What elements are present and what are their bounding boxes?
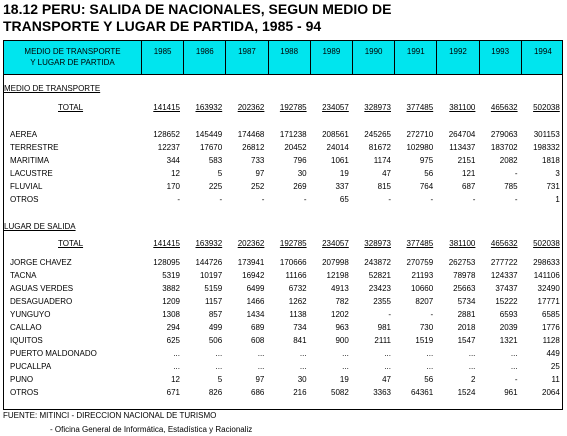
cell-value: 23423 bbox=[368, 284, 391, 293]
cell-value: - bbox=[430, 310, 434, 319]
row-label: MEDIO DE TRANSPORTE bbox=[4, 84, 101, 93]
cell-value: 145449 bbox=[195, 130, 223, 139]
header-year-label: 1993 bbox=[491, 47, 510, 56]
header-year-label: 1994 bbox=[533, 47, 552, 56]
cell-value: 121 bbox=[462, 169, 476, 178]
cell-value: - bbox=[430, 195, 434, 204]
cell-value: 730 bbox=[419, 323, 434, 332]
source-line-2: - Oficina General de Informática, Estadística y Racionaliz bbox=[50, 425, 253, 434]
cell-value: 25663 bbox=[453, 284, 476, 293]
cell-value: 252 bbox=[251, 182, 265, 191]
row-label: LACUSTRE bbox=[10, 169, 53, 178]
cell-value: - bbox=[388, 195, 391, 204]
cell-value: 207998 bbox=[322, 258, 349, 267]
cell-value: 15222 bbox=[495, 297, 518, 306]
cell-value: 2082 bbox=[499, 156, 518, 165]
cell-value: 2355 bbox=[373, 297, 391, 306]
cell-value: 141415 bbox=[153, 239, 180, 248]
cell-value: 279063 bbox=[490, 130, 518, 139]
cell-value: 24014 bbox=[326, 143, 349, 152]
cell-value: ... bbox=[257, 349, 265, 358]
cell-value: 1466 bbox=[246, 297, 265, 306]
row-label: AGUAS VERDES bbox=[10, 284, 74, 293]
header-label-line-1: MEDIO DE TRANSPORTE bbox=[24, 47, 121, 56]
cell-value: 81672 bbox=[368, 143, 391, 152]
cell-value: 225 bbox=[208, 182, 223, 191]
cell-value: ... bbox=[173, 349, 180, 358]
cell-value: 11166 bbox=[285, 271, 307, 280]
header-year-1989 bbox=[311, 41, 353, 74]
table-row bbox=[4, 309, 562, 321]
cell-value: 56 bbox=[424, 375, 434, 384]
cell-value: 1519 bbox=[415, 336, 434, 345]
table-row bbox=[4, 257, 562, 269]
cell-value: ... bbox=[384, 349, 391, 358]
cell-value: 56 bbox=[424, 169, 434, 178]
data-table bbox=[3, 40, 563, 410]
table-row bbox=[4, 361, 562, 373]
table-row bbox=[4, 387, 562, 399]
cell-value: ... bbox=[257, 362, 265, 371]
cell-value: 1202 bbox=[331, 310, 349, 319]
cell-value: 782 bbox=[335, 297, 349, 306]
cell-value: 502038 bbox=[533, 239, 560, 248]
source-line-1: FUENTE: MITINCI - DIRECCION NACIONAL DE TURISMO bbox=[3, 411, 217, 420]
header-year-1992 bbox=[437, 41, 479, 74]
cell-value: ... bbox=[173, 362, 180, 371]
header-label-cell bbox=[4, 41, 142, 74]
cell-value: 298633 bbox=[533, 258, 560, 267]
cell-value: 2151 bbox=[457, 156, 476, 165]
cell-value: 1547 bbox=[457, 336, 476, 345]
cell-value: ... bbox=[510, 362, 518, 371]
row-label: PUCALLPA bbox=[10, 362, 52, 371]
section-header-row bbox=[4, 83, 562, 95]
cell-value: 272710 bbox=[406, 130, 434, 139]
cell-value: 1128 bbox=[542, 336, 560, 345]
cell-value: 499 bbox=[208, 323, 223, 332]
cell-value: 1209 bbox=[162, 297, 180, 306]
cell-value: - bbox=[514, 375, 518, 384]
cell-value: 11 bbox=[551, 375, 560, 384]
row-label: DESAGUADERO bbox=[10, 297, 73, 306]
cell-value: 12 bbox=[171, 375, 180, 384]
cell-value: 506 bbox=[208, 336, 223, 345]
header-label-line-2: Y LUGAR DE PARTIDA bbox=[30, 58, 115, 67]
cell-value: 163932 bbox=[195, 103, 223, 112]
cell-value: 796 bbox=[293, 156, 307, 165]
cell-value: 1262 bbox=[288, 297, 307, 306]
table-row bbox=[4, 322, 562, 334]
cell-value: 216 bbox=[293, 388, 307, 397]
cell-value: 1524 bbox=[457, 388, 476, 397]
cell-value: 381100 bbox=[449, 239, 476, 248]
cell-value: 262753 bbox=[448, 258, 476, 267]
header-year-1985 bbox=[142, 41, 184, 74]
cell-value: 900 bbox=[335, 336, 349, 345]
row-label: PUNO bbox=[10, 375, 34, 384]
cell-value: 234057 bbox=[322, 103, 349, 112]
cell-value: - bbox=[514, 195, 518, 204]
cell-value: 163932 bbox=[195, 239, 223, 248]
cell-value: 1308 bbox=[162, 310, 180, 319]
cell-value: 47 bbox=[382, 375, 391, 384]
cell-value: ... bbox=[299, 349, 307, 358]
cell-value: ... bbox=[384, 362, 391, 371]
cell-value: 183702 bbox=[490, 143, 518, 152]
cell-value: 377485 bbox=[406, 103, 434, 112]
cell-value: 381100 bbox=[449, 103, 476, 112]
cell-value: 449 bbox=[546, 349, 560, 358]
row-label: TACNA bbox=[10, 271, 37, 280]
row-label: JORGE CHAVEZ bbox=[10, 258, 72, 267]
cell-value: ... bbox=[215, 349, 223, 358]
header-year-1990 bbox=[353, 41, 395, 74]
cell-value: 141415 bbox=[153, 103, 180, 112]
cell-value: 1776 bbox=[542, 323, 560, 332]
table-row bbox=[4, 296, 562, 308]
header-year-label: 1988 bbox=[280, 47, 299, 56]
cell-value: 19 bbox=[339, 375, 349, 384]
title-line-1: 18.12 PERU: SALIDA DE NACIONALES, SEGUN MEDIO DE bbox=[3, 1, 392, 17]
header-year-1994 bbox=[522, 41, 563, 74]
cell-value: 128652 bbox=[153, 130, 180, 139]
cell-value: 170 bbox=[166, 182, 180, 191]
cell-value: 826 bbox=[208, 388, 223, 397]
table-row bbox=[4, 283, 562, 295]
cell-value: - bbox=[514, 169, 518, 178]
cell-value: 192785 bbox=[279, 239, 307, 248]
cell-value: 202362 bbox=[237, 103, 265, 112]
header-year-label: 1991 bbox=[406, 47, 425, 56]
cell-value: 124337 bbox=[490, 271, 518, 280]
header-year-label: 1989 bbox=[322, 47, 341, 56]
cell-value: 3882 bbox=[162, 284, 180, 293]
title-line-2: TRANSPORTE Y LUGAR DE PARTIDA, 1985 - 94 bbox=[3, 18, 322, 34]
cell-value: 689 bbox=[251, 323, 265, 332]
cell-value: 12198 bbox=[326, 271, 349, 280]
table-row bbox=[4, 194, 562, 206]
header-year-1987 bbox=[226, 41, 268, 74]
row-label: AEREA bbox=[10, 130, 38, 139]
cell-value: 5319 bbox=[162, 271, 180, 280]
cell-value: 3 bbox=[555, 169, 560, 178]
row-label: OTROS bbox=[10, 195, 39, 204]
cell-value: 20452 bbox=[284, 143, 307, 152]
table-row bbox=[4, 155, 562, 167]
cell-value: 2 bbox=[470, 375, 476, 384]
cell-value: 5159 bbox=[204, 284, 223, 293]
table-row bbox=[4, 374, 562, 386]
cell-value: 2039 bbox=[499, 323, 518, 332]
header-year-1991 bbox=[395, 41, 437, 74]
cell-value: 269 bbox=[293, 182, 307, 191]
cell-value: 10197 bbox=[199, 271, 223, 280]
table-row bbox=[4, 335, 562, 347]
cell-value: 3363 bbox=[373, 388, 391, 397]
row-label: TERRESTRE bbox=[10, 143, 59, 152]
table-row bbox=[4, 168, 562, 180]
cell-value: ... bbox=[299, 362, 307, 371]
cell-value: - bbox=[388, 310, 391, 319]
cell-value: 12 bbox=[171, 169, 180, 178]
cell-value: 377485 bbox=[406, 239, 434, 248]
cell-value: 32490 bbox=[537, 284, 560, 293]
cell-value: ... bbox=[468, 362, 476, 371]
cell-value: 37437 bbox=[495, 284, 518, 293]
cell-value: 97 bbox=[255, 169, 265, 178]
cell-value: 30 bbox=[297, 169, 307, 178]
cell-value: 245265 bbox=[364, 130, 391, 139]
cell-value: 764 bbox=[419, 182, 434, 191]
cell-value: 17771 bbox=[537, 297, 560, 306]
cell-value: - bbox=[472, 195, 476, 204]
cell-value: 47 bbox=[382, 169, 391, 178]
cell-value: 277722 bbox=[490, 258, 518, 267]
cell-value: 1174 bbox=[373, 156, 391, 165]
cell-value: 975 bbox=[419, 156, 434, 165]
cell-value: 192785 bbox=[279, 103, 307, 112]
cell-value: 17670 bbox=[199, 143, 223, 152]
cell-value: 981 bbox=[377, 323, 391, 332]
row-label: YUNGUYO bbox=[10, 310, 51, 319]
cell-value: 961 bbox=[504, 388, 518, 397]
header-year-1993 bbox=[480, 41, 522, 74]
cell-value: 243872 bbox=[364, 258, 391, 267]
cell-value: 1138 bbox=[289, 310, 307, 319]
cell-value: 10660 bbox=[410, 284, 434, 293]
cell-value: 16942 bbox=[242, 271, 265, 280]
cell-value: 671 bbox=[166, 388, 180, 397]
header-year-label: 1986 bbox=[195, 47, 214, 56]
cell-value: 128095 bbox=[153, 258, 180, 267]
cell-value: 733 bbox=[251, 156, 265, 165]
cell-value: 78978 bbox=[453, 271, 476, 280]
cell-value: 337 bbox=[335, 182, 349, 191]
cell-value: 173941 bbox=[237, 258, 265, 267]
row-label: PUERTO MALDONADO bbox=[10, 349, 97, 358]
row-label: CALLAO bbox=[10, 323, 42, 332]
table-header bbox=[4, 41, 562, 75]
cell-value: 1434 bbox=[246, 310, 265, 319]
table-row bbox=[4, 270, 562, 282]
cell-value: 1157 bbox=[204, 297, 223, 306]
cell-value: 52821 bbox=[368, 271, 391, 280]
cell-value: 6593 bbox=[499, 310, 518, 319]
cell-value: 19 bbox=[339, 169, 349, 178]
cell-value: 625 bbox=[166, 336, 180, 345]
row-label: IQUITOS bbox=[10, 336, 43, 345]
cell-value: 64361 bbox=[410, 388, 434, 397]
cell-value: 608 bbox=[251, 336, 265, 345]
cell-value: 12237 bbox=[157, 143, 180, 152]
cell-value: 328973 bbox=[364, 239, 391, 248]
cell-value: 731 bbox=[546, 182, 560, 191]
cell-value: 1061 bbox=[331, 156, 349, 165]
cell-value: 5734 bbox=[457, 297, 476, 306]
cell-value: 2111 bbox=[374, 336, 391, 345]
cell-value: 234057 bbox=[322, 239, 349, 248]
cell-value: 344 bbox=[166, 156, 180, 165]
cell-value: 6585 bbox=[542, 310, 560, 319]
table-row bbox=[4, 181, 562, 193]
row-label: MARITIMA bbox=[10, 156, 50, 165]
cell-value: ... bbox=[468, 349, 476, 358]
cell-value: 144726 bbox=[195, 258, 223, 267]
cell-value: 785 bbox=[504, 182, 518, 191]
table-row bbox=[4, 348, 562, 360]
cell-value: 687 bbox=[462, 182, 476, 191]
header-year-1988 bbox=[269, 41, 311, 74]
cell-value: 26812 bbox=[242, 143, 265, 152]
cell-value: 465632 bbox=[490, 239, 518, 248]
cell-value: 857 bbox=[208, 310, 223, 319]
cell-value: - bbox=[177, 195, 180, 204]
header-year-1986 bbox=[184, 41, 226, 74]
cell-value: 97 bbox=[255, 375, 265, 384]
cell-value: 198332 bbox=[533, 143, 560, 152]
cell-value: 294 bbox=[166, 323, 180, 332]
cell-value: 815 bbox=[377, 182, 391, 191]
cell-value: 2881 bbox=[457, 310, 476, 319]
cell-value: ... bbox=[426, 349, 434, 358]
cell-value: 2064 bbox=[542, 388, 560, 397]
cell-value: 208561 bbox=[322, 130, 349, 139]
cell-value: 270759 bbox=[406, 258, 434, 267]
cell-value: 1321 bbox=[499, 336, 518, 345]
cell-value: 963 bbox=[335, 323, 349, 332]
cell-value: 465632 bbox=[490, 103, 518, 112]
cell-value: 1818 bbox=[542, 156, 560, 165]
table-row bbox=[4, 142, 562, 154]
cell-value: ... bbox=[342, 349, 349, 358]
cell-value: - bbox=[261, 195, 265, 204]
cell-value: 5 bbox=[217, 375, 223, 384]
header-year-label: 1985 bbox=[153, 47, 172, 56]
cell-value: 65 bbox=[339, 195, 349, 204]
total-row bbox=[4, 102, 562, 114]
cell-value: 8207 bbox=[415, 297, 434, 306]
header-year-label: 1990 bbox=[364, 47, 383, 56]
cell-value: ... bbox=[426, 362, 434, 371]
cell-value: 170666 bbox=[279, 258, 307, 267]
cell-value: 141106 bbox=[533, 271, 560, 280]
cell-value: 21193 bbox=[411, 271, 434, 280]
cell-value: ... bbox=[215, 362, 223, 371]
cell-value: 841 bbox=[293, 336, 307, 345]
cell-value: 502038 bbox=[533, 103, 560, 112]
table-row bbox=[4, 129, 562, 141]
cell-value: ... bbox=[342, 362, 349, 371]
cell-value: 583 bbox=[208, 156, 223, 165]
cell-value: 6499 bbox=[246, 284, 265, 293]
total-row bbox=[4, 238, 562, 250]
cell-value: 1 bbox=[555, 195, 560, 204]
cell-value: 686 bbox=[251, 388, 265, 397]
row-label: LUGAR DE SALIDA bbox=[4, 222, 76, 231]
header-year-label: 1987 bbox=[238, 47, 256, 56]
cell-value: 5 bbox=[217, 169, 223, 178]
cell-value: 264704 bbox=[448, 130, 476, 139]
cell-value: 202362 bbox=[237, 239, 265, 248]
cell-value: 301153 bbox=[533, 130, 560, 139]
row-label: TOTAL bbox=[58, 103, 84, 112]
cell-value: 4913 bbox=[331, 284, 349, 293]
cell-value: 171238 bbox=[279, 130, 307, 139]
cell-value: 30 bbox=[297, 375, 307, 384]
cell-value: - bbox=[219, 195, 223, 204]
cell-value: 5082 bbox=[331, 388, 349, 397]
row-label: OTROS bbox=[10, 388, 39, 397]
row-label: TOTAL bbox=[58, 239, 84, 248]
cell-value: 102980 bbox=[406, 143, 434, 152]
header-year-label: 1992 bbox=[449, 47, 467, 56]
cell-value: 25 bbox=[550, 362, 560, 371]
cell-value: 113437 bbox=[449, 143, 476, 152]
cell-value: - bbox=[303, 195, 307, 204]
section-header-row bbox=[4, 221, 562, 233]
page-title bbox=[3, 1, 391, 35]
cell-value: 734 bbox=[293, 323, 307, 332]
cell-value: 328973 bbox=[364, 103, 391, 112]
cell-value: 2018 bbox=[457, 323, 476, 332]
cell-value: 174468 bbox=[237, 130, 265, 139]
cell-value: 6732 bbox=[288, 284, 307, 293]
cell-value: ... bbox=[510, 349, 518, 358]
row-label: FLUVIAL bbox=[10, 182, 43, 191]
